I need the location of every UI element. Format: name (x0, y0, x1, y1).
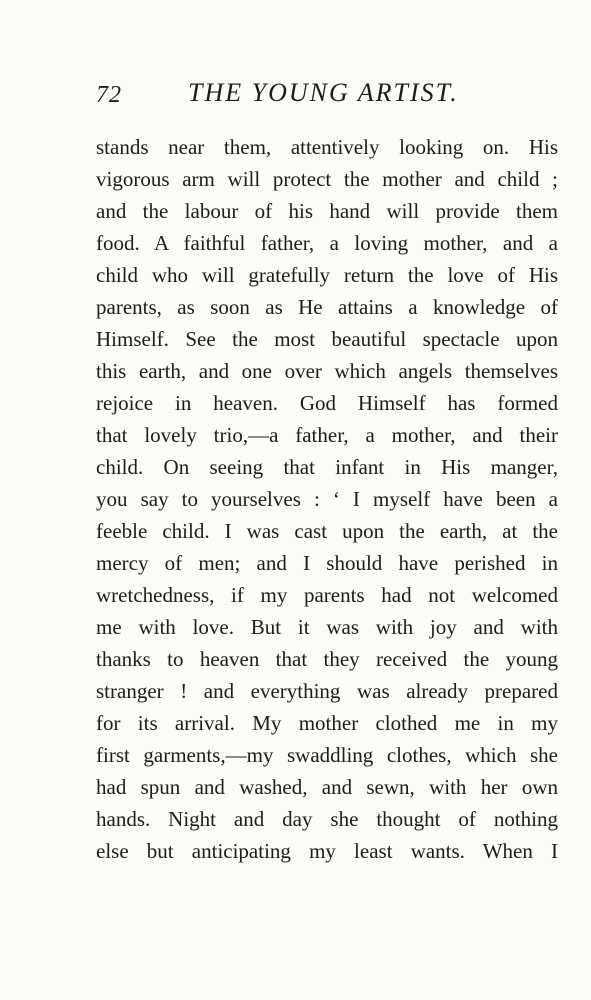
text-line: food. A faithful father, a loving mother, and a (96, 231, 558, 255)
text-line: Himself. See the most beautiful spectacle upon (96, 327, 558, 351)
text-line: else but anticipating my least wants. When I (96, 839, 558, 863)
text-line: me with love. But it was with joy and with (96, 615, 558, 639)
text-line: child. On seeing that infant in His manger, (96, 455, 558, 479)
text-line: first garments,—my swaddling clothes, which she (96, 743, 558, 767)
text-line: stands near them, attentively looking on. His (96, 135, 558, 159)
text-line: parents, as soon as He attains a knowledge of (96, 295, 558, 319)
text-line: had spun and washed, and sewn, with her own (96, 775, 558, 799)
text-line: wretchedness, if my parents had not welcomed (96, 583, 558, 607)
text-line: you say to yourselves : ‘ I myself have been a (96, 487, 558, 511)
running-title: THE YOUNG ARTIST. (188, 78, 459, 107)
text-line: that lovely trio,—a father, a mother, and their (96, 423, 558, 447)
text-line: hands. Night and day she thought of nothing (96, 807, 558, 831)
text-line: rejoice in heaven. God Himself has formed (96, 391, 558, 415)
page-header (96, 78, 558, 114)
page-number: 72 (96, 82, 122, 108)
text-line: this earth, and one over which angels themselves (96, 359, 558, 383)
text-line: mercy of men; and I should have perished in (96, 551, 558, 575)
text-line: thanks to heaven that they received the young (96, 647, 558, 671)
text-line: child who will gratefully return the love of His (96, 263, 558, 287)
text-line: feeble child. I was cast upon the earth, at the (96, 519, 558, 543)
text-line: vigorous arm will protect the mother and child ; (96, 167, 558, 191)
text-line: stranger ! and everything was already prepared (96, 679, 558, 703)
text-line: and the labour of his hand will provide them (96, 199, 558, 223)
body-text (96, 131, 558, 867)
text-line: for its arrival. My mother clothed me in my (96, 711, 558, 735)
